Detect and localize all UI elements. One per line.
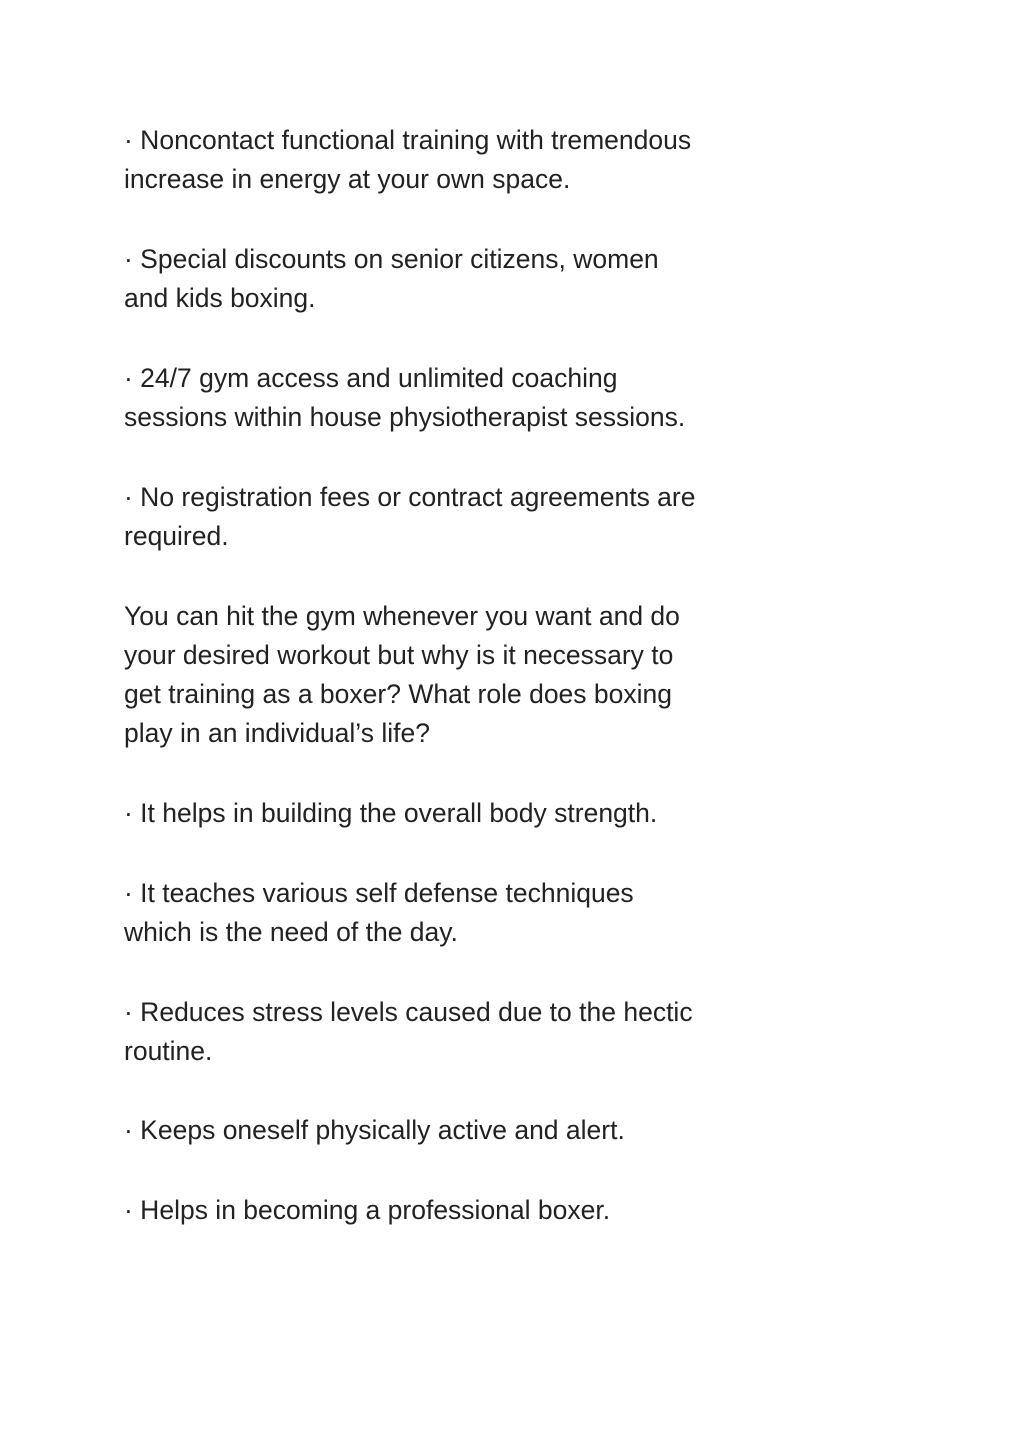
bullet-paragraph: · Noncontact functional training with tremendous increase in energy at your own space. bbox=[124, 125, 692, 195]
bullet-paragraph: · Reduces stress levels caused due to the hectic routine. bbox=[124, 996, 693, 1066]
bullet-paragraph: · Helps in becoming a professional boxer. bbox=[124, 1195, 611, 1226]
bullet-paragraph: · It helps in building the overall body strength. bbox=[124, 798, 658, 829]
body-paragraph: You can hit the gym whenever you want and do your desired workout but why is it necessary to get training as a boxer? What role does boxing play in an individual’s life? bbox=[124, 600, 680, 749]
bullet-paragraph: · No registration fees or contract agreements are required. bbox=[124, 481, 696, 551]
bullet-paragraph: · It teaches various self defense techniques which is the need of the day. bbox=[124, 877, 634, 947]
bullet-paragraph: · Keeps oneself physically active and alert. bbox=[124, 1115, 625, 1146]
bullet-paragraph: · Special discounts on senior citizens, women and kids boxing. bbox=[124, 243, 659, 314]
document-body bbox=[124, 121, 704, 1230]
bullet-paragraph: · 24/7 gym access and unlimited coaching sessions within house physiotherapist sessions. bbox=[124, 362, 686, 433]
